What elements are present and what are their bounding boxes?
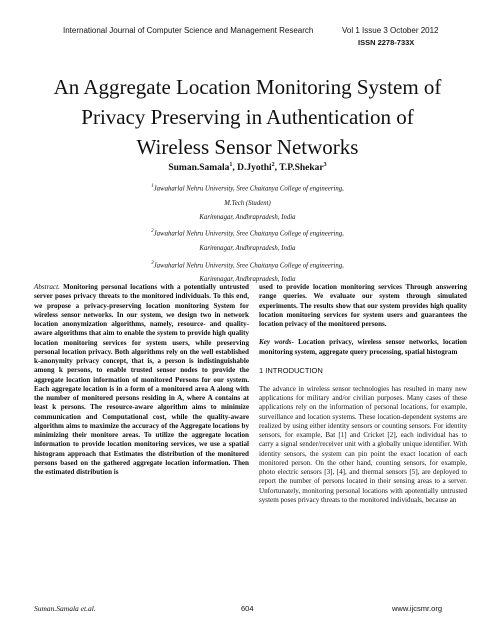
affiliation-line (30, 242, 465, 256)
footer-url[interactable]: www.ijcsmr.org (392, 604, 443, 613)
keywords-text: Location privacy, wireless sensor networks, location monitoring system, aggregate query processing, spatial histogram (259, 338, 468, 356)
author-sup: 1 (229, 162, 233, 168)
affiliations (30, 180, 465, 288)
title-line: Wireless Sensor Networks (136, 135, 359, 159)
author-sep: , (274, 163, 280, 174)
issue-info: Vol 1 Issue 3 October 2012 (342, 26, 439, 35)
keywords (259, 338, 467, 357)
abstract (34, 283, 249, 477)
keywords-label: Key words- (259, 338, 294, 347)
affiliation-sup: 1 (151, 184, 154, 189)
author-name: T.P.Shekar (279, 163, 324, 174)
affiliation-sup: 2 (151, 229, 154, 235)
affiliation-text: Jawaharlal Nehru University, Sree Chaitanya College of engineering, (153, 261, 344, 269)
abstract-label: Abstract. (34, 283, 60, 291)
affiliation-line (30, 257, 465, 274)
page-number: 604 (241, 604, 254, 613)
affiliation-sup: 3 (151, 260, 154, 266)
affiliation-line (30, 180, 465, 197)
affiliation-text: Karimnagar, Andhrapradesh, India (199, 245, 296, 253)
abstract-text: Monitoring personal locations with a potentially untrusted server poses privacy threats to the monitored individuals. To this end, we propose a privacy-preserving location monitoring System for wireless sensor networks. In our system, we design two in network location anonymization algorithms, namely, resource- and quality-aware algorithms that aim to enable the system to provide high quality location monitoring services for system users, while preserving personal location privacy. Both algorithms rely on the well established k-anonymity privacy concept, that is, a person is indistinguishable among k persons, to enable trusted sensor nodes to provide the aggregate location information of monitored Persons for our system. Each aggregate location is in a form of a monitored area A along with the number of monitored persons residing in A, where A contains at least k persons. The resource-aware algorithm aims to minimize communication and Computational cost, while the quality-aware algorithm aims to maximize the accuracy of the Aggregate locations by minimizing their monitore areas. To utilize the aggregate location information to provide location monitoring services, we use a spatial histogram approach that Estimates the distribution of the monitored persons based on the gathered aggregate location information. Then the estimated distribution is (34, 283, 249, 476)
affiliation-line (30, 211, 465, 225)
affiliation-text: Karimnagar, Andhrapradesh, India (199, 276, 296, 284)
affiliation-text: Karimnagar, Andhrapradesh, India (199, 214, 296, 222)
affiliation-line (30, 197, 465, 211)
author-name: Suman.Samala (168, 163, 230, 174)
author-sep: , (232, 163, 238, 174)
affiliation-line (30, 225, 465, 242)
issn: ISSN 2278-733X (358, 38, 415, 47)
intro-paragraph: The advance in wireless sensor technologies has resulted in many new applications for military and/or civilian purposes. Many cases of these applications rely on the information of personal locations, for example, surveillance and location systems. These location-dependent systems are realized by using either identity sensors or counting sensors. For identity sensors, for example, Bat [1] and Cricket [2], each individual has to carry a signal sender/receiver unit with a globally unique identifier. With identity sensors, the system can pin point the exact location of each monitored person. On the other hand, counting sensors, for example, photo electric sensors [3], [4], and thermal sensors [5], are deployed to report the number of persons located in their sensing areas to a server. Unfortunately, monitoring personal locations with apotentially untrusted system poses privacy threats to the monitored individuals, because an (259, 384, 467, 504)
abstract-continued: used to provide location monitoring services Through answering range queries. We evaluate our system through simulated experiments. The results show that our system provides high quality location monitoring services for system users and guarantees the location privacy of the monitored persons. (259, 283, 467, 328)
author-name: D.Jyothi (237, 163, 272, 174)
right-column (259, 283, 467, 505)
title-line: An Aggregate Location Monitoring System of (53, 75, 442, 99)
title-line: Privacy Preserving in Authentication of (81, 105, 414, 129)
affiliation-text: M.Tech (Student) (224, 199, 271, 207)
paper-title (30, 72, 465, 162)
footer-author: Suman.Samala et.al. (34, 604, 96, 613)
abstract-column (34, 283, 249, 477)
affiliation-text: Jawaharlal Nehru University, Sree Chaitanya College of engineering, (153, 230, 344, 238)
journal-name: International Journal of Computer Science and Management Research (63, 26, 314, 35)
section-heading: 1 INTRODUCTION (259, 365, 323, 375)
affiliation-text: Jawaharlal Nehru University, Sree Chaitanya College of engineering, (153, 185, 344, 193)
author-sup: 3 (323, 162, 327, 168)
author-sup: 2 (271, 162, 275, 168)
author-list (30, 162, 465, 173)
